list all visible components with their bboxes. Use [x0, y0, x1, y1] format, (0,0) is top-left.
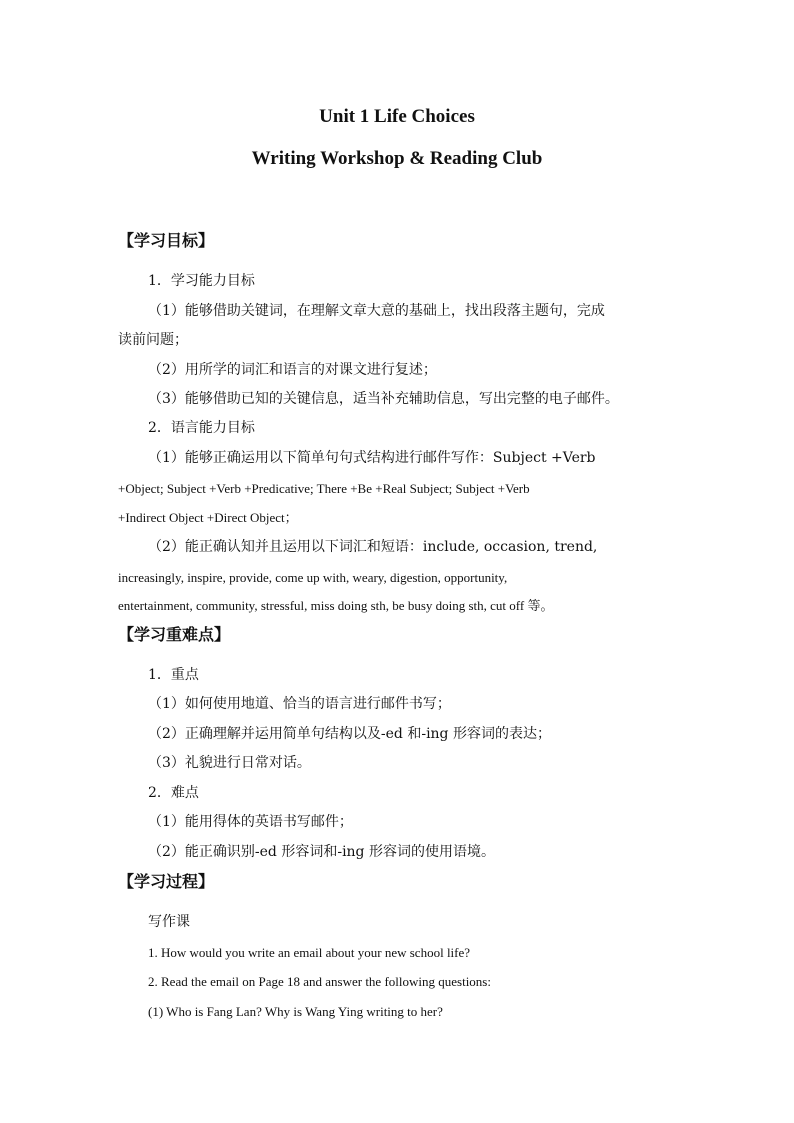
objective-item-1-1: （1）能够借助关键词，在理解文章大意的基础上，找出段落主题句，完成 [148, 303, 605, 319]
section-heading-key-points: 【学习重难点】 [118, 625, 231, 644]
key-point-item-2: 2．难点 [148, 785, 199, 801]
process-question-2: 2. Read the email on Page 18 and answer the following questions: [148, 974, 491, 989]
objective-item-2-2-cont: increasingly, inspire, provide, come up with, weary, digestion, opportunity, [118, 570, 508, 585]
section-heading-process: 【学习过程】 [118, 872, 215, 891]
process-course-label: 写作课 [148, 914, 190, 930]
key-point-item-1-2: （2）正确理解并运用简单句结构以及-ed 和-ing 形容词的表达； [148, 726, 551, 742]
objective-item-2-1-cont: +Object; Subject +Verb +Predicative; There +Be +Real Subject; Subject +Verb [118, 481, 530, 496]
objective-item-2-2-cont2: entertainment, community, stressful, miss doing sth, be busy doing sth, cut off 等。 [118, 598, 554, 613]
process-question-1: 1. How would you write an email about your new school life? [148, 945, 471, 960]
objective-item-1-3: （3）能够借助已知的关键信息，适当补充辅助信息，写出完整的电子邮件。 [148, 391, 619, 407]
key-point-item-1: 1．重点 [148, 667, 199, 683]
objective-item-1: 1．学习能力目标 [148, 273, 255, 289]
key-point-item-1-3: （3）礼貌进行日常对话。 [148, 755, 311, 771]
process-question-2-1: (1) Who is Fang Lan? Why is Wang Ying writing to her? [148, 1004, 443, 1019]
objective-item-2-2: （2）能正确认知并且运用以下词汇和短语：include, occasion, trend, [148, 539, 598, 555]
objective-item-1-2: （2）用所学的词汇和语言的对课文进行复述； [148, 362, 437, 378]
objective-item-2-1: （1）能够正确运用以下简单句句式结构进行邮件写作：Subject +Verb [148, 450, 596, 466]
document-title: Unit 1 Life Choices [319, 106, 475, 127]
key-point-item-2-2: （2）能正确识别-ed 形容词和-ing 形容词的使用语境。 [148, 844, 495, 860]
section-heading-objectives: 【学习目标】 [118, 231, 215, 250]
key-point-item-2-1: （1）能用得体的英语书写邮件； [148, 814, 353, 830]
objective-item-2-1-cont2: +Indirect Object +Direct Object； [118, 510, 298, 525]
objective-item-1-1-cont: 读前问题； [118, 332, 188, 348]
objective-item-2: 2．语言能力目标 [148, 420, 255, 436]
document-subtitle: Writing Workshop & Reading Club [251, 148, 543, 169]
key-point-item-1-1: （1）如何使用地道、恰当的语言进行邮件书写； [148, 696, 451, 712]
